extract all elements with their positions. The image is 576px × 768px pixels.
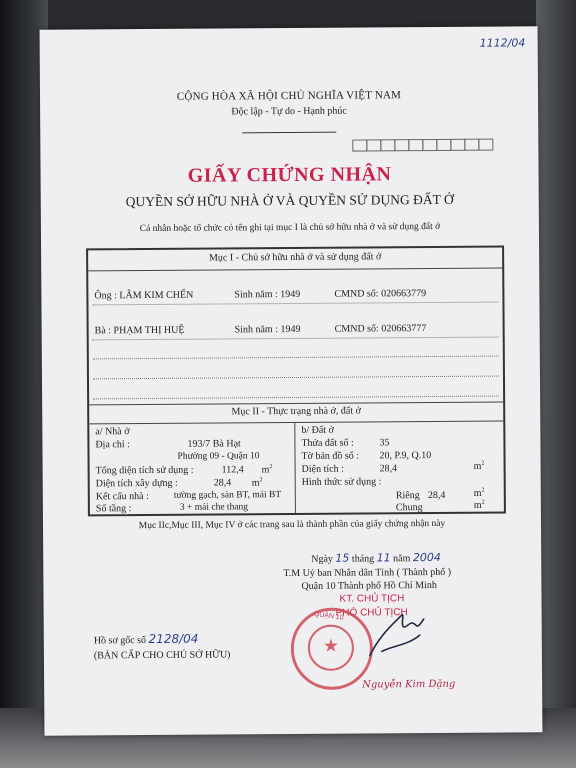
day-value: 15 xyxy=(335,551,350,565)
land-private-label: Riêng xyxy=(395,490,420,502)
unit: m xyxy=(473,500,482,512)
house-heading: a/ Nhà ở xyxy=(95,426,130,438)
unit: m xyxy=(473,461,482,473)
land-private: 28,4 xyxy=(427,489,446,502)
id-value: 020663779 xyxy=(381,288,427,300)
district: Quận 10 Thành phố Hồ Chí Minh xyxy=(301,579,437,592)
month-label: tháng xyxy=(351,553,375,565)
owner1-id xyxy=(334,288,426,300)
seal-star: ★ xyxy=(322,635,339,656)
id-label: CMND số: xyxy=(334,323,382,335)
house-ward: Phường 09 - Quận 10 xyxy=(177,451,260,462)
dotted-line xyxy=(92,302,498,306)
kt-title: KT. CHỦ TỊCH xyxy=(339,593,405,605)
birth-label: Sinh năm : xyxy=(234,324,281,336)
id-value: 020663777 xyxy=(381,323,427,335)
unit-sup: 2 xyxy=(481,499,485,506)
land-area: 28,4 xyxy=(379,463,398,475)
file-row xyxy=(94,632,199,647)
land-area-unit xyxy=(474,461,485,472)
house-built-unit xyxy=(252,477,263,488)
owner2-prefix: Bà : xyxy=(94,325,114,337)
corner-note: 1112/04 xyxy=(479,36,526,50)
seal-text: QUẬN 10 xyxy=(313,610,344,622)
unit: m xyxy=(251,477,260,489)
id-label: CMND số: xyxy=(334,288,382,300)
certificate-page xyxy=(40,26,543,735)
year-value: 2004 xyxy=(412,550,441,565)
owner1-prefix: Ông : xyxy=(94,290,120,302)
unit: m xyxy=(473,488,482,500)
unit: m xyxy=(261,464,270,476)
house-structure: tường gạch, sàn BT, mái BT xyxy=(173,490,282,501)
house-floors: 3 + mái che thang xyxy=(179,502,249,513)
house-total-label: Tổng diện tích sử dụng : xyxy=(95,464,194,477)
date-line xyxy=(311,551,441,565)
country-name: CỘNG HÒA XÃ HỘI CHỦ NGHĨA VIỆT NAM xyxy=(176,89,402,103)
column-divider xyxy=(294,422,296,513)
owner2-birth xyxy=(235,324,301,335)
land-shared-unit xyxy=(474,500,485,511)
birth-label: Sinh năm : xyxy=(234,289,281,301)
land-usage-label: Hình thức sử dụng : xyxy=(301,476,382,488)
motto-underline xyxy=(40,118,538,139)
section2-heading: Mục II - Thực trạng nhà ở, đất ở xyxy=(231,405,361,418)
owner2-id xyxy=(335,323,427,335)
unit-sup: 2 xyxy=(259,477,263,484)
file-label: Hồ sơ gốc số xyxy=(93,635,147,647)
birth-value: 1949 xyxy=(280,323,301,336)
year-label: năm xyxy=(393,553,411,565)
owner1-birth xyxy=(234,289,300,300)
owner1-row xyxy=(94,290,193,302)
house-address: 193/7 Bà Hạt xyxy=(187,438,241,450)
motto: Độc lập - Tự do - Hạnh phúc xyxy=(231,105,347,118)
content-box xyxy=(86,246,506,517)
dotted-line xyxy=(93,396,499,400)
authority: T.M Uỷ ban Nhân dân Tỉnh ( Thành phố ) xyxy=(283,566,452,580)
file-number: 2128/04 xyxy=(148,631,199,647)
land-heading: b/ Đất ở xyxy=(301,424,334,436)
serial-boxes xyxy=(352,139,492,152)
land-map-label: Tờ bản đồ số : xyxy=(301,450,360,462)
birth-value: 1949 xyxy=(280,288,301,301)
certificate-subtitle: QUYỀN SỞ HỮU NHÀ Ở VÀ QUYỀN SỬ DỤNG ĐẤT Ở xyxy=(125,191,454,210)
footer-note: Mục IIc,Mục III, Mục IV ở các trang sau là thành phần của giấy chứng nhận này xyxy=(138,518,446,532)
house-total-value: 112,4 xyxy=(221,464,244,476)
owner2-name: PHẠM THỊ HUỆ xyxy=(113,324,185,337)
position-title: PHÓ CHỦ TỊCH xyxy=(335,607,408,619)
dotted-line xyxy=(93,337,499,341)
divider xyxy=(88,268,502,272)
house-structure-label: Kết cấu nhà : xyxy=(95,490,149,503)
divider xyxy=(89,421,503,425)
land-map: 20, P.9, Q.10 xyxy=(379,450,432,462)
land-area-label: Diện tích : xyxy=(301,463,344,475)
signature xyxy=(362,605,432,665)
background-right xyxy=(536,0,576,768)
house-floors-label: Số tầng : xyxy=(95,503,132,515)
copy-note: (BẢN CẤP CHO CHỦ SỞ HỮU) xyxy=(93,649,231,662)
dotted-line xyxy=(93,376,499,380)
seal-inner-ring xyxy=(308,625,354,671)
land-plot: 35 xyxy=(379,437,390,449)
owner2-row xyxy=(95,325,185,337)
unit-sup: 2 xyxy=(269,464,273,471)
section1-heading: Mục I - Chủ sở hữu nhà ở và sử dụng đất ở xyxy=(208,251,382,264)
land-plot-label: Thửa đất số : xyxy=(301,437,354,449)
certificate-title: GIẤY CHỨNG NHẬN xyxy=(187,163,392,187)
signer-name: Nguyễn Kim Dặng xyxy=(362,678,456,691)
unit-sup: 2 xyxy=(481,487,485,494)
intro-line: Cá nhân hoặc tổ chức có tên ghi tại mục I là chủ sở hữu nhà ở và sử dụng đất ở xyxy=(139,221,441,235)
owner1-name: LÂM KIM CHẾN xyxy=(119,289,194,302)
unit-sup: 2 xyxy=(481,460,485,467)
house-address-label: Địa chỉ : xyxy=(95,439,130,451)
dotted-line xyxy=(93,356,499,360)
month-value: 11 xyxy=(376,551,391,565)
house-built-label: Diện tích xây dựng : xyxy=(95,477,178,490)
land-shared-label: Chung xyxy=(395,502,423,514)
day-label: Ngày xyxy=(311,553,333,565)
house-total-unit xyxy=(262,464,273,475)
house-built-value: 28,4 xyxy=(213,477,232,489)
land-private-unit xyxy=(474,488,485,499)
